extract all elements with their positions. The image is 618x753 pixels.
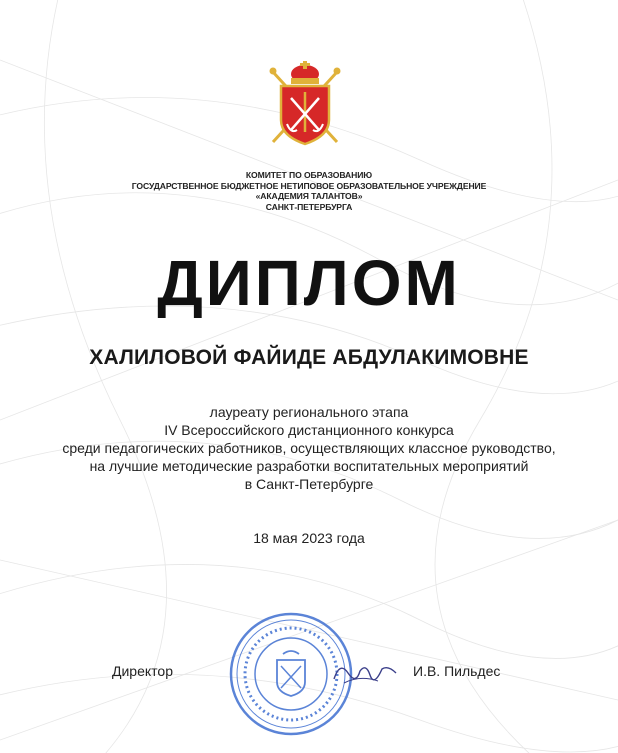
signatory-position: Директор bbox=[112, 663, 173, 679]
organization-line-1: КОМИТЕТ ПО ОБРАЗОВАНИЮ bbox=[245, 170, 373, 180]
award-date: 18 мая 2023 года bbox=[253, 530, 365, 546]
document-title: ДИПЛОМ bbox=[157, 247, 461, 319]
description-line: в Санкт-Петербурге bbox=[244, 476, 374, 492]
description-line: лауреату регионального этапа bbox=[209, 404, 409, 420]
organization-header bbox=[0, 170, 618, 212]
signature-icon bbox=[330, 655, 400, 689]
description-line: на лучшие методические разработки воспитательных мероприятий bbox=[89, 458, 529, 474]
description-line: IV Всероссийского дистанционного конкурса bbox=[164, 422, 454, 438]
organization-line-3: «АКАДЕМИЯ ТАЛАНТОВ» bbox=[255, 191, 363, 202]
description-line: среди педагогических работников, осуществляющих классное руководство, bbox=[62, 440, 556, 456]
recipient-name: ХАЛИЛОВОЙ ФАЙИДЕ АБДУЛАКИМОВНЕ bbox=[89, 346, 529, 369]
organization-line-4: САНКТ-ПЕТЕРБУРГА bbox=[265, 201, 353, 212]
award-description bbox=[0, 403, 618, 493]
signatory-name: И.В. Пильдес bbox=[413, 663, 501, 679]
coat-of-arms-icon bbox=[259, 58, 351, 150]
organization-line-2: ГОСУДАРСТВЕННОЕ БЮДЖЕТНОЕ НЕТИПОВОЕ ОБРАЗОВАТЕЛЬНОЕ УЧРЕЖДЕНИЕ bbox=[131, 180, 487, 191]
